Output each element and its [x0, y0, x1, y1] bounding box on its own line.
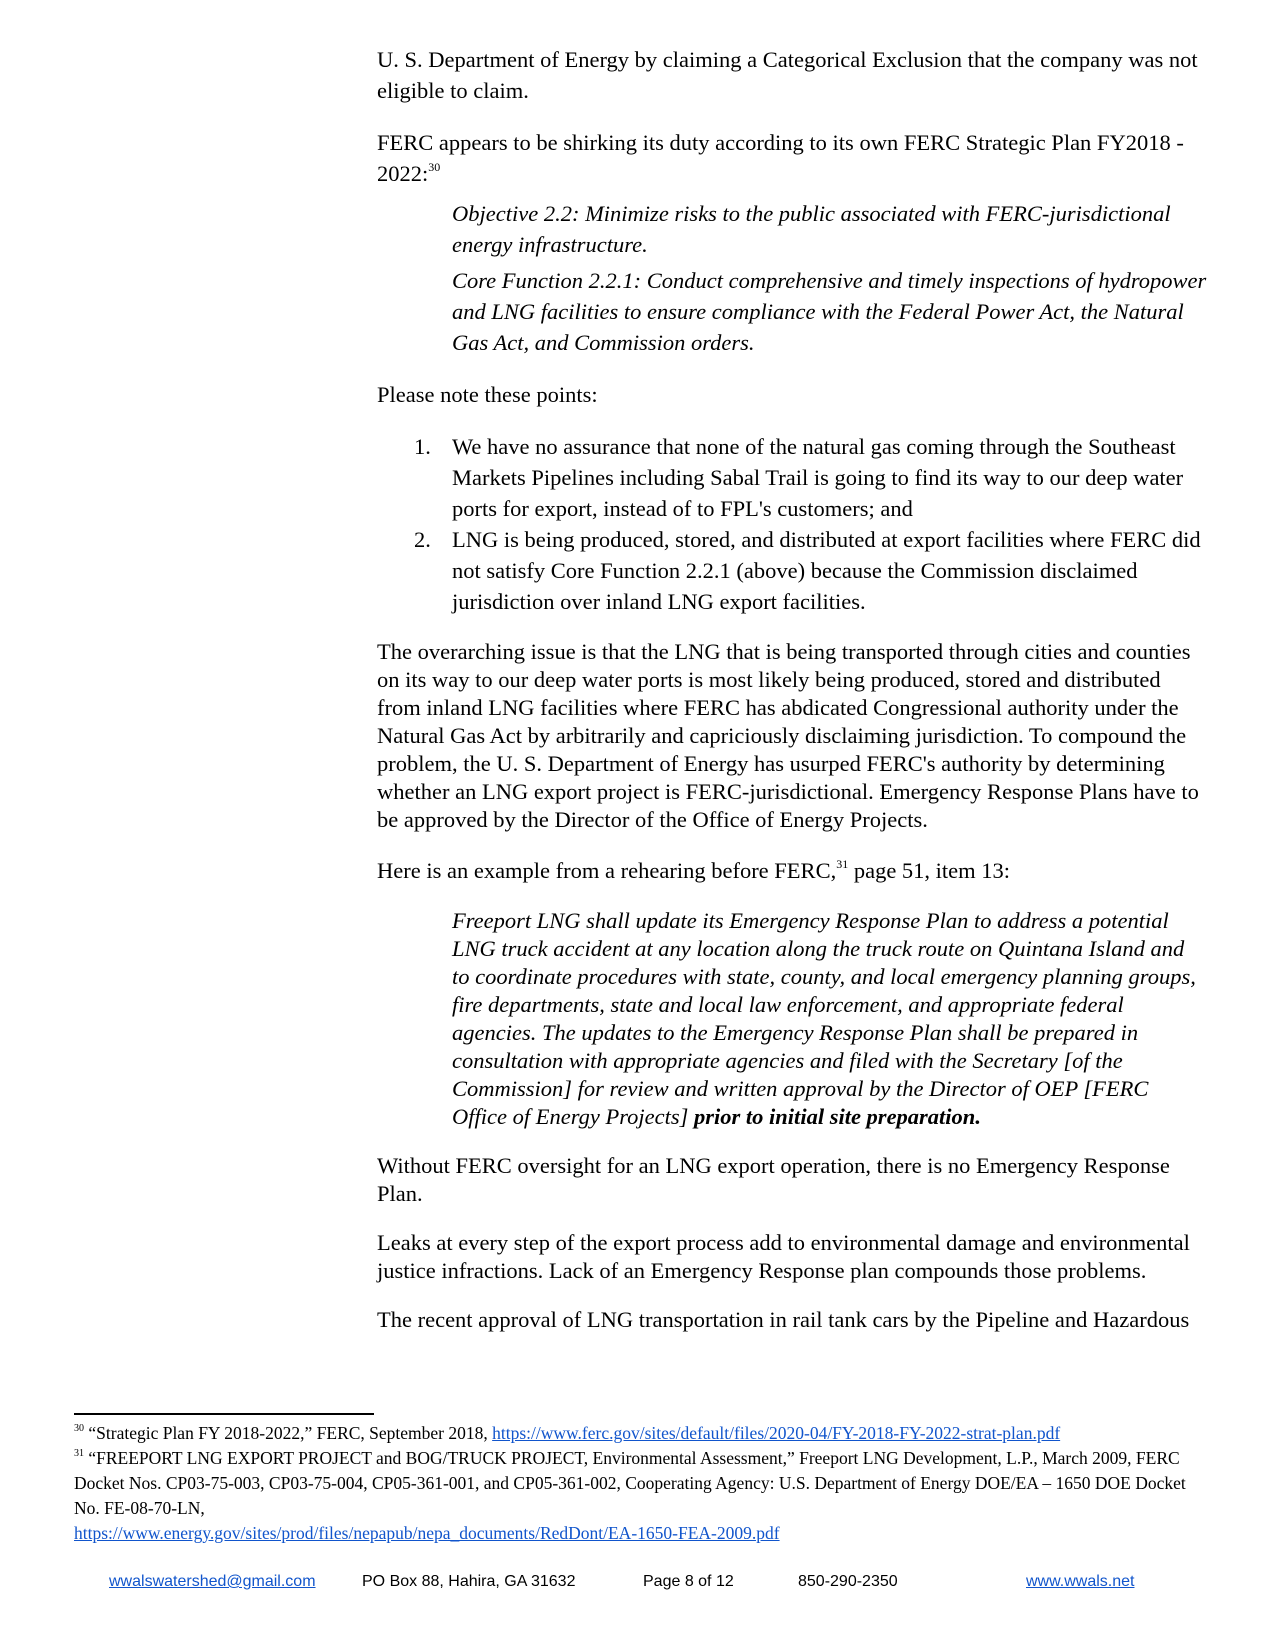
- footnote-ref-30[interactable]: 30: [428, 159, 441, 174]
- page-footer: [0, 1573, 1275, 1597]
- footnote-31-link[interactable]: https://www.energy.gov/sites/prod/files/nepapub/nepa_documents/RedDont/EA-1650-FEA-2009.pdf: [74, 1523, 780, 1543]
- paragraph-example-text: Here is an example from a rehearing before FERC,: [377, 858, 837, 883]
- list-item: [377, 524, 1207, 617]
- rehearing-quote-text: Freeport LNG shall update its Emergency Response Plan to address a potential LNG truck accident at any location along the truck route on Quintana Island and to coordinate procedures with state, county, and local emergency planning groups, fire departments, state and local law enforcement, and appropriate federal agencies. The updates to the Emergency Response Plan shall be prepared in consultation with appropriate agencies and filed with the Secretary [of the Commission] for review and written approval by the Director of OEP [FERC Office of Energy Projects]: [452, 908, 1196, 1129]
- footnote-31-text: “FREEPORT LNG EXPORT PROJECT and BOG/TRUCK PROJECT, Environmental Assessment,” Freeport LNG Development, L.P., March 2009, FERC Docket Nos. CP03-75-003, CP03-75-004, CP05-361-001, and CP05-361-002, Cooperating Agency: U.S. Department of Energy DOE/EA – 1650 DOE Docket No. FE-08-70-LN,: [74, 1448, 1186, 1518]
- footer-phone: 850-290-2350: [798, 1573, 898, 1590]
- footnote-ref-31[interactable]: 31: [836, 856, 849, 871]
- list-item-number: 2.: [414, 527, 431, 552]
- paragraph-example: [377, 855, 1207, 886]
- footnote-31-number: 31: [74, 1448, 84, 1460]
- paragraph-ferc-strategic-plan: [377, 127, 1207, 189]
- footnotes: [74, 1421, 1214, 1546]
- paragraph-without-oversight: Without FERC oversight for an LNG export operation, there is no Emergency Response Plan.: [377, 1153, 1170, 1206]
- footnote-30-number: 30: [74, 1423, 84, 1435]
- paragraph-intro: U. S. Department of Energy by claiming a Categorical Exclusion that the company was not eligible to claim.: [377, 47, 1198, 103]
- footnote-31: [74, 1446, 1214, 1546]
- strategic-plan-quote: [452, 198, 1207, 358]
- rehearing-quote-bold: prior to initial site preparation.: [694, 1104, 981, 1129]
- footnote-separator: [74, 1413, 374, 1415]
- paragraph-note: Please note these points:: [377, 382, 598, 407]
- list-item: [377, 431, 1207, 524]
- footnote-30: [74, 1421, 1214, 1446]
- quote-objective: Objective 2.2: Minimize risks to the public associated with FERC-jurisdictional energy infrastructure.: [452, 201, 1171, 257]
- list-item-text: We have no assurance that none of the natural gas coming through the Southeast Markets Pipelines including Sabal Trail is going to find its way to our deep water ports for export, instead of to FPL's customers; and: [452, 434, 1184, 521]
- paragraph-ferc-text: FERC appears to be shirking its duty according to its own FERC Strategic Plan FY2018 - 2022:: [377, 130, 1184, 186]
- paragraph-recent-approval: The recent approval of LNG transportation in rail tank cars by the Pipeline and Hazardous: [377, 1307, 1190, 1332]
- footer-address: PO Box 88, Hahira, GA 31632: [362, 1573, 576, 1590]
- footnote-30-link[interactable]: https://www.ferc.gov/sites/default/files/2020-04/FY-2018-FY-2022-strat-plan.pdf: [492, 1423, 1061, 1443]
- list-item-number: 1.: [414, 434, 431, 459]
- quote-core-function: Core Function 2.2.1: Conduct comprehensive and timely inspections of hydropower and LNG facilities to ensure compliance with the Federal Power Act, the Natural Gas Act, and Commission orders.: [452, 268, 1207, 355]
- footnote-30-text: “Strategic Plan FY 2018-2022,” FERC, September 2018,: [84, 1423, 493, 1443]
- paragraph-overarching-issue: The overarching issue is that the LNG that is being transported through cities and counties on its way to our deep water ports is most likely being produced, stored and distributed from inland LNG facilities where FERC has abdicated Congressional authority under the Natural Gas Act by arbitrarily and capriciously disclaiming jurisdiction. To compound the problem, the U. S. Department of Energy has usurped FERC's authority by determining whether an LNG export project is FERC-jurisdictional. Emergency Response Plans have to be approved by the Director of the Office of Energy Projects.: [377, 639, 1199, 832]
- paragraph-leaks: Leaks at every step of the export process add to environmental damage and environmental justice infractions. Lack of an Emergency Response plan compounds those problems.: [377, 1230, 1190, 1283]
- list-item-text: LNG is being produced, stored, and distributed at export facilities where FERC did not satisfy Core Function 2.2.1 (above) because the Commission disclaimed jurisdiction over inland LNG export facilities.: [452, 527, 1201, 614]
- footer-website-link[interactable]: www.wwals.net: [1026, 1573, 1135, 1590]
- rehearing-quote: [452, 907, 1207, 1131]
- footer-email-link[interactable]: wwalswatershed@gmail.com: [109, 1573, 316, 1590]
- points-list: [377, 431, 1207, 617]
- paragraph-example-page: page 51, item 13:: [848, 858, 1011, 883]
- footer-page-number: Page 8 of 12: [643, 1573, 734, 1590]
- document-body: [377, 44, 1207, 1355]
